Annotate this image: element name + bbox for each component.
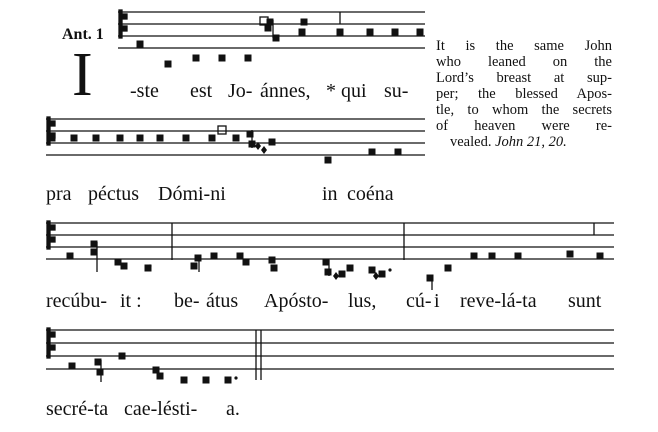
translation-last-line	[436, 134, 612, 150]
lyric-syllable: it :	[120, 290, 142, 312]
neume-note	[245, 55, 252, 62]
lyric-syllable: ánnes,	[260, 80, 311, 102]
translation-line: Lord’s breast at sup-	[436, 70, 612, 86]
lyric-syllable: cae-lésti-	[124, 398, 198, 420]
scripture-reference: John 21, 20.	[495, 134, 567, 150]
lyric-syllable: recúbu-	[46, 290, 108, 312]
neume-note	[445, 265, 452, 272]
lyric-syllable: * qui	[326, 80, 367, 102]
lyric-syllable: secré-ta	[46, 398, 109, 420]
neume-note	[347, 265, 354, 272]
neume-note	[119, 353, 126, 360]
lyric-syllable: reve-lá-ta	[460, 290, 537, 312]
neume-note	[115, 259, 122, 266]
lyric-syllable: sunt	[568, 290, 602, 312]
neume-note	[181, 377, 188, 384]
lyric-syllable: Dómi-ni	[158, 183, 226, 205]
neume-note	[157, 135, 164, 142]
lyric-syllable: a.	[226, 398, 240, 420]
neume-note	[233, 135, 240, 142]
lyric-syllable: be-	[174, 290, 200, 312]
c-clef	[50, 225, 55, 230]
neume-note	[49, 135, 56, 142]
translation-line: tle, to whom the secrets	[436, 102, 612, 118]
neume-note	[515, 253, 522, 260]
neume-note	[137, 135, 144, 142]
c-clef	[50, 332, 55, 337]
neume-note	[369, 267, 376, 274]
lyric-syllable: coéna	[347, 183, 394, 205]
lyric-syllable: est	[190, 80, 213, 102]
mora-dot	[148, 264, 151, 267]
translation-line: of heaven were re-	[436, 118, 612, 134]
neume-note	[67, 253, 74, 260]
lyric-syllable: cú-	[406, 290, 432, 312]
translation-line: who leaned on the	[436, 54, 612, 70]
lyric-syllable: átus	[206, 290, 239, 312]
neume-note	[203, 377, 210, 384]
neume-note	[417, 29, 424, 36]
lyric-syllable: pra	[46, 183, 72, 205]
lyric-syllable: in	[322, 183, 338, 205]
neume-note	[567, 251, 574, 258]
lyric-syllable: i	[434, 290, 440, 312]
initial-letter: I	[72, 41, 93, 109]
neume-note	[195, 255, 202, 262]
c-clef	[50, 121, 55, 126]
quilisma-note	[218, 126, 226, 134]
neume-note	[395, 149, 402, 156]
neume-note	[93, 135, 100, 142]
neume-note	[209, 135, 216, 142]
neume-note	[69, 363, 76, 370]
neume-note	[193, 55, 200, 62]
neume-note	[489, 253, 496, 260]
c-clef	[50, 345, 55, 350]
neume-note	[269, 257, 276, 264]
c-clef	[122, 26, 127, 31]
neume-note	[219, 55, 226, 62]
neume-note	[121, 263, 128, 270]
antiphon-label: Ant. 1	[62, 26, 104, 43]
translation-line: It is the same John	[436, 38, 612, 54]
rhombus-note	[333, 272, 339, 280]
neume-note	[97, 369, 104, 376]
mora-dot	[388, 268, 391, 271]
neume-note	[211, 253, 218, 260]
neume-note	[117, 135, 124, 142]
lyric-syllable: Jo-	[228, 80, 253, 102]
neume-note	[379, 271, 386, 278]
neume-note	[183, 135, 190, 142]
lyric-syllable: su-	[384, 80, 409, 102]
neume-note	[137, 41, 144, 48]
translation-text: vealed.	[450, 134, 492, 150]
neume-note	[301, 19, 308, 26]
translation-block	[436, 38, 612, 150]
mora-dot	[234, 376, 237, 379]
c-clef	[122, 14, 127, 19]
lyric-syllable: Apósto-	[264, 290, 329, 312]
c-clef	[50, 237, 55, 242]
neume-note	[597, 253, 604, 260]
neume-note	[71, 135, 78, 142]
neume-note	[325, 157, 332, 164]
neume-note	[369, 149, 376, 156]
neume-note	[339, 271, 346, 278]
neume-note	[337, 29, 344, 36]
neume-note	[225, 377, 232, 384]
neume-note	[157, 373, 164, 380]
neume-note	[243, 259, 250, 266]
neume-note	[271, 265, 278, 272]
neume-note	[325, 269, 332, 276]
translation-line: per; the blessed Apos-	[436, 86, 612, 102]
neume-note	[392, 29, 399, 36]
neume-note	[165, 61, 172, 68]
neume-note	[269, 139, 276, 146]
neume-note	[153, 367, 160, 374]
neume-note	[367, 29, 374, 36]
lyric-syllable: -ste	[130, 80, 159, 102]
neume-note	[471, 253, 478, 260]
neume-note	[237, 253, 244, 260]
neume-note	[191, 263, 198, 270]
lyric-syllable: lus,	[348, 290, 377, 312]
lyric-syllable: péctus	[88, 183, 140, 205]
rhombus-note	[261, 146, 267, 154]
neume-note	[299, 29, 306, 36]
